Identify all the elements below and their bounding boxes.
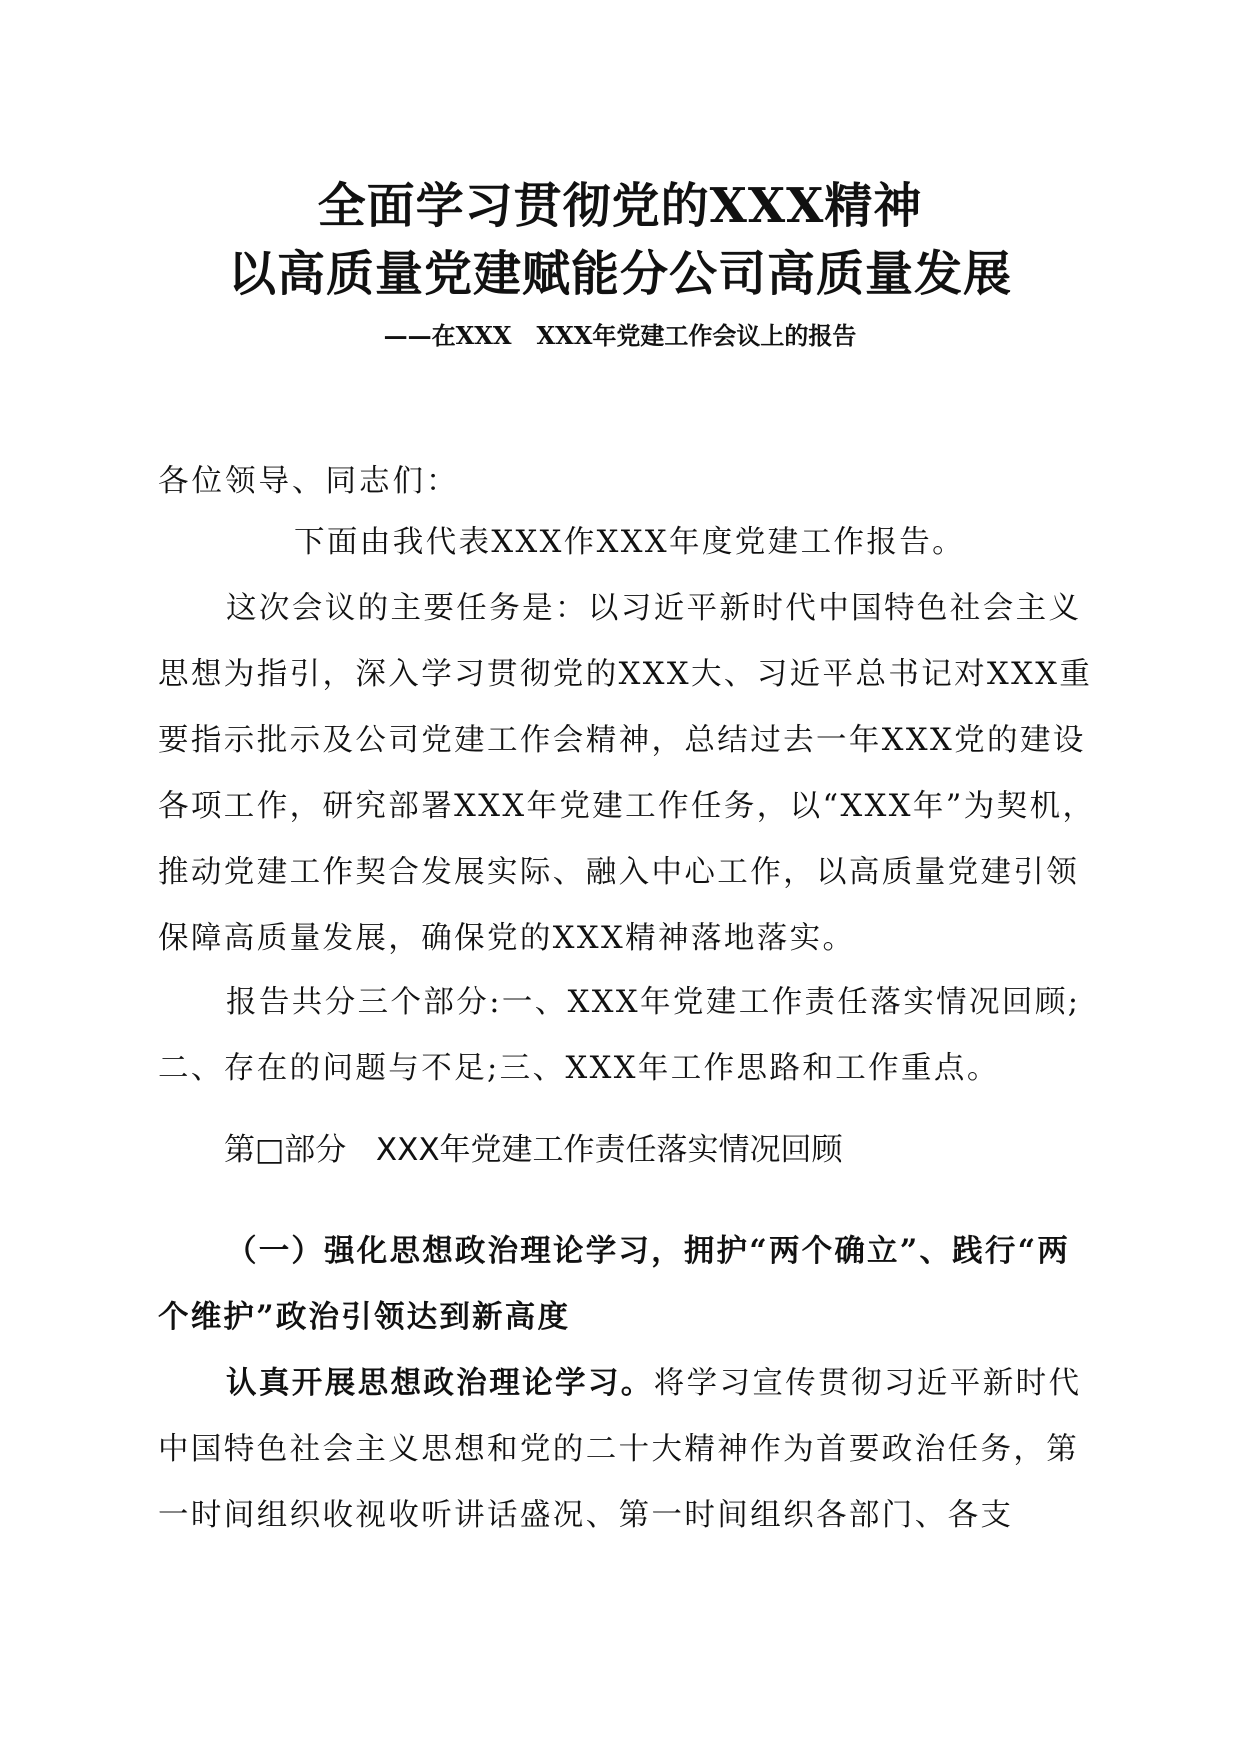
document-title-line-1: 全面学习贯彻党的XXX精神: [317, 178, 923, 234]
study-body-text: 将学习宣传贯彻习近平新时代中国特色社会主义思想和党的二十大精神作为首要政治任务，第一时间组织收视收听讲话盛况、第一时间组织各部门、各支: [158, 1366, 1082, 1533]
study-lead-text: 认真开展思想政治理论学习。: [226, 1365, 654, 1401]
task-paragraph: 这次会议的主要任务是：以习近平新时代中国特色社会主义思想为指引，深入学习贯彻党的XXX大、习近平总书记对XXX重要指示批示及公司党建工作会精神，总结过去一年XXX党的建设各项工作，研究部署XXX年党建工作任务，以“XXX年”为契机，推动党建工作契合发展实际、融入中心工作，以高质量党建引领保障高质量发展，确保党的XXX精神落地落实。: [158, 591, 1096, 956]
section-1-heading: 第□部分 XXX年党建工作责任落实情况回顾: [224, 1132, 843, 1168]
intro-paragraph: 下面由我代表XXX作XXX年度党建工作报告。: [294, 525, 966, 560]
document-title-line-2: 以高质量党建赋能分公司高质量发展: [227, 246, 1012, 302]
study-paragraph: [158, 1350, 1098, 1549]
subsection-1-heading: （一）强化思想政治理论学习，拥护“两个确立”、践行“两个维护”政治引领达到新高度: [158, 1233, 1071, 1335]
outline-paragraph: 报告共分三个部分:一、XXX年党建工作责任落实情况回顾;二、存在的问题与不足;三、XXX年工作思路和工作重点。: [158, 985, 1081, 1086]
document-subtitle: ——在XXX XXX年党建工作会议上的报告: [383, 321, 857, 350]
greeting: 各位领导、同志们：: [158, 464, 460, 499]
